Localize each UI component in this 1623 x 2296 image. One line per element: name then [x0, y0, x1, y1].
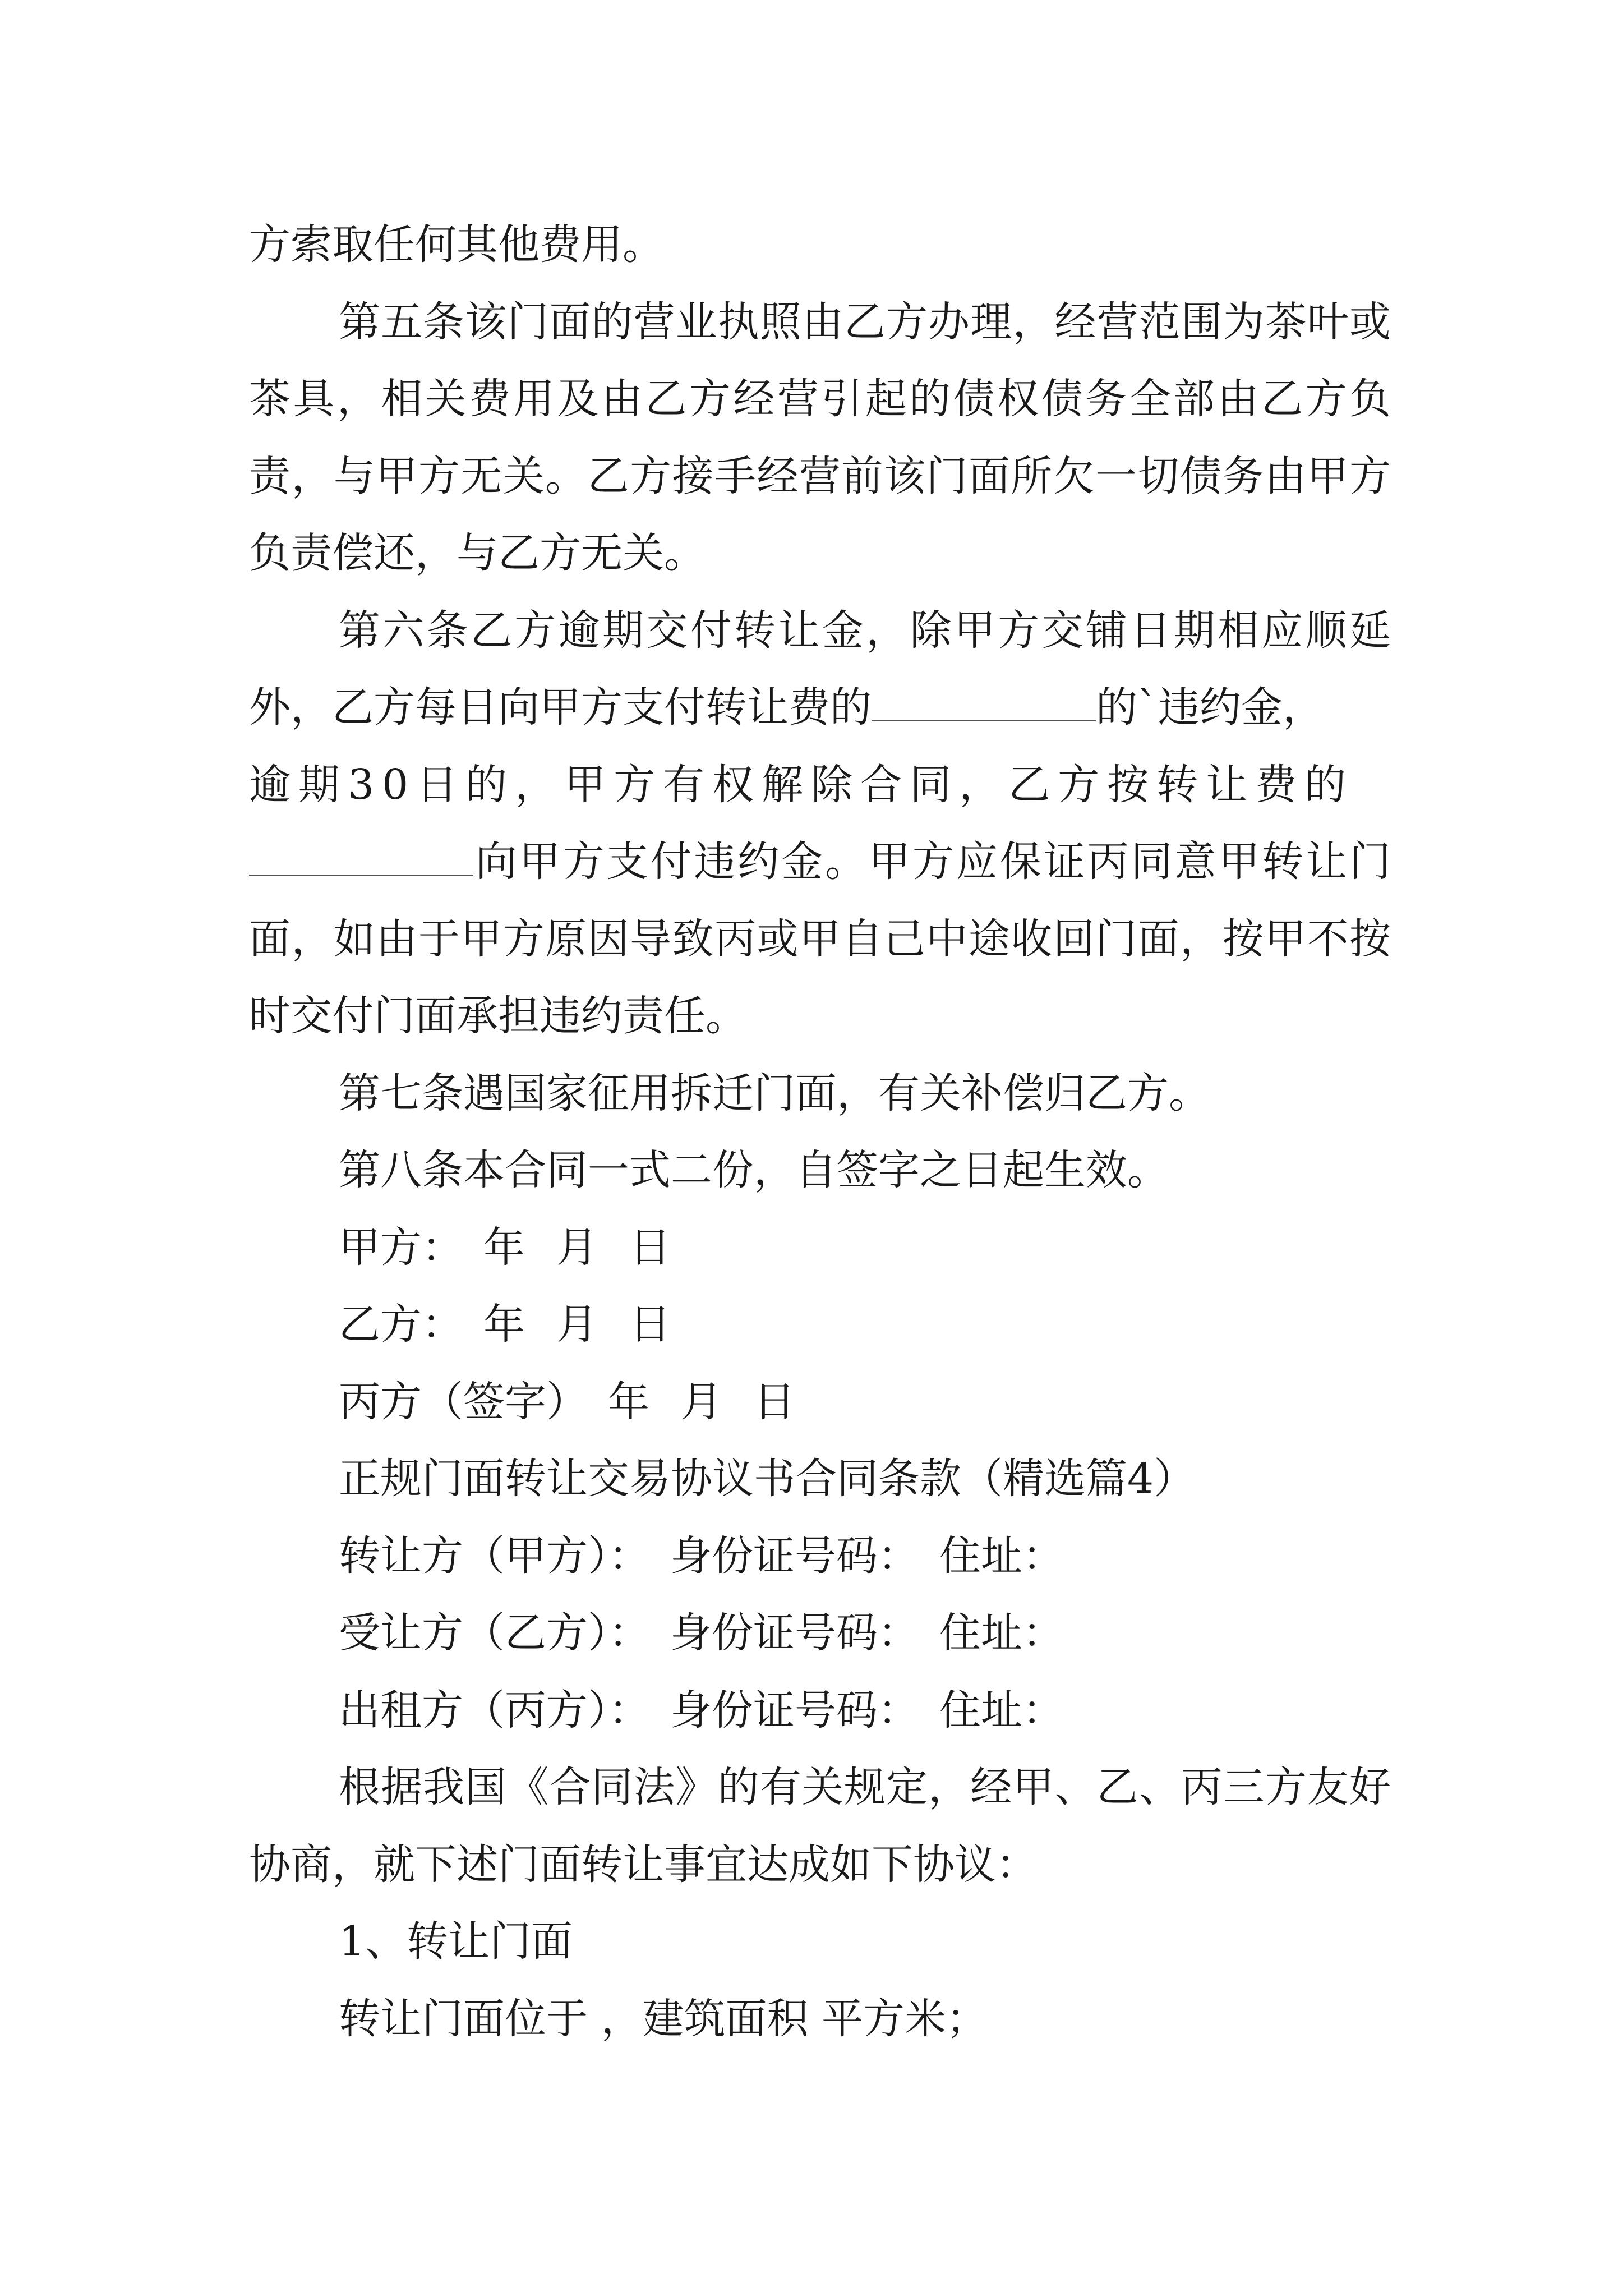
- date-day: 日: [629, 1223, 671, 1272]
- article-6-part-d: 向甲方支付违约金。甲方应保证丙同意甲转让门面，如由于甲方原因导致丙或甲自己中途收回门面，按甲不按时交付门面承担违约责任。: [249, 838, 1391, 1040]
- item-1-text: 转让门面位于 ，建筑面积 平方米；: [339, 1994, 988, 2043]
- article-6-part-a: 第六条乙方逾期交付转让金，除甲方交铺日期相应顺延外，乙方每日向甲方支付转让费的: [249, 606, 1391, 731]
- signature-label: 乙方：: [339, 1300, 463, 1349]
- section-title: 正规门面转让交易协议书合同条款（精选篇4）: [339, 1455, 1196, 1503]
- date-day: 日: [629, 1300, 671, 1349]
- address-label: 住址：: [939, 1609, 1064, 1657]
- blank-line: [872, 675, 1096, 721]
- document-body: [249, 206, 1391, 2058]
- party-label: 受让方（乙方）：: [339, 1609, 650, 1657]
- party-line-b: [249, 1595, 1391, 1672]
- blank-line: [249, 830, 473, 876]
- party-line-c: [249, 1672, 1391, 1750]
- article-6-part-c: 逾期30日的，甲方有权解除合同，乙方按转让费的: [249, 760, 1354, 809]
- id-label: 身份证号码：: [670, 1609, 919, 1657]
- date-month: 月: [556, 1223, 598, 1272]
- date-day: 日: [754, 1377, 795, 1426]
- address-label: 住址：: [939, 1531, 1064, 1580]
- id-label: 身份证号码：: [670, 1531, 919, 1580]
- intro-paragraph: 根据我国《合同法》的有关规定，经甲、乙、丙三方友好协商，就下述门面转让事宜达成如下协议：: [249, 1763, 1391, 1889]
- article-6-part-b: 的`违约金，: [1096, 683, 1324, 731]
- article-7: 第七条遇国家征用拆迁门面，有关补偿归乙方。: [339, 1069, 1210, 1117]
- paragraph-continuation: 方索取任何其他费用。: [249, 220, 664, 269]
- id-label: 身份证号码：: [670, 1686, 919, 1734]
- item-1-heading: 1、转让门面: [339, 1917, 573, 1966]
- article-5: 第五条该门面的营业执照由乙方办理，经营范围为茶叶或茶具，相关费用及由乙方经营引起的债权债务全部由乙方负责，与甲方无关。乙方接手经营前该门面所欠一切债务由甲方负责偿还，与乙方无关。: [249, 297, 1391, 577]
- signature-line-b: [249, 1286, 1391, 1364]
- party-line-a: [249, 1518, 1391, 1595]
- signature-label: 丙方（签字）: [339, 1377, 588, 1426]
- date-year: 年: [608, 1377, 649, 1426]
- address-label: 住址：: [939, 1686, 1064, 1734]
- article-6: [249, 592, 1391, 1055]
- date-month: 月: [681, 1377, 722, 1426]
- date-year: 年: [483, 1300, 525, 1349]
- date-month: 月: [556, 1300, 598, 1349]
- signature-line-a: [249, 1209, 1391, 1287]
- signature-label: 甲方：: [339, 1223, 463, 1272]
- article-8: 第八条本合同一式二份，自签字之日起生效。: [339, 1146, 1169, 1194]
- signature-line-c: [249, 1364, 1391, 1441]
- party-label: 出租方（丙方）：: [339, 1686, 650, 1734]
- party-label: 转让方（甲方）：: [339, 1531, 650, 1580]
- date-year: 年: [483, 1223, 525, 1272]
